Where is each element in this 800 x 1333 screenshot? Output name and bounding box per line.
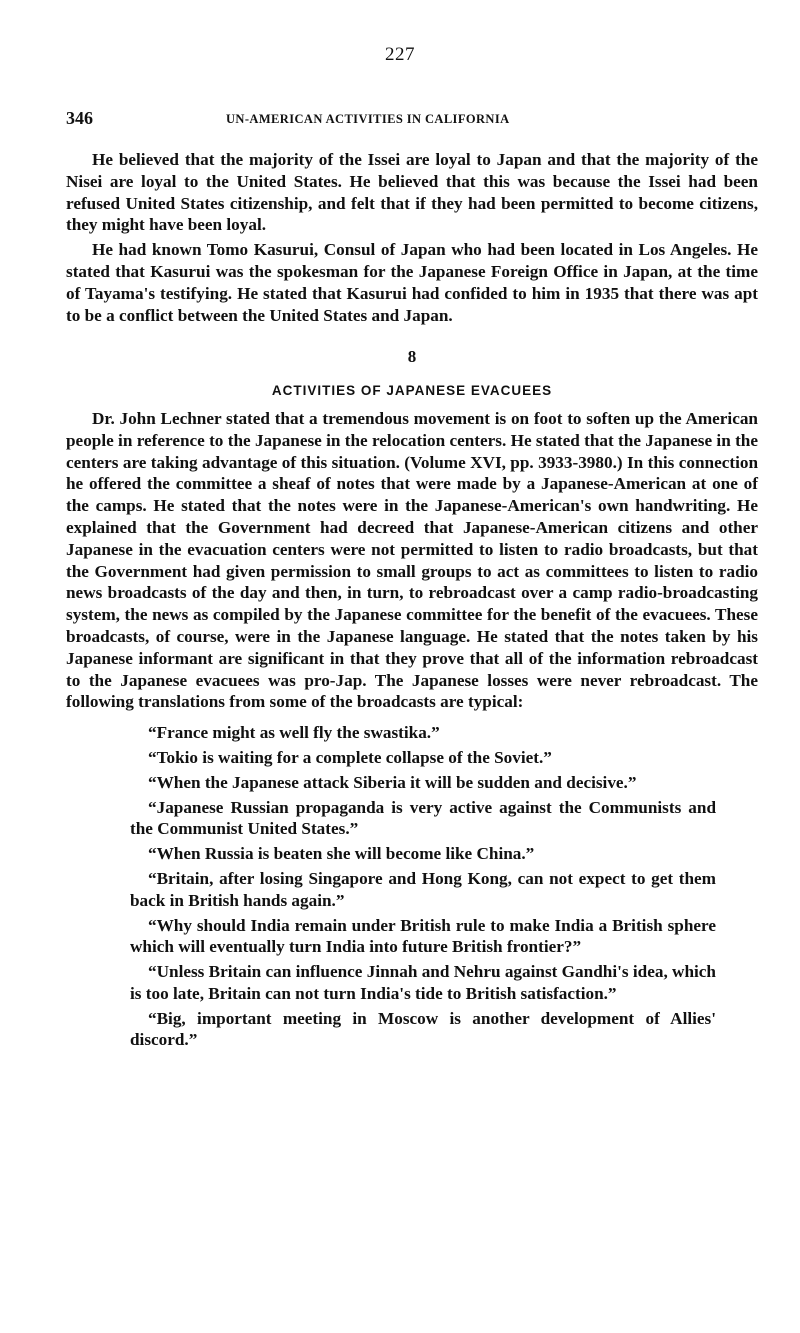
section-number: 8: [407, 347, 417, 367]
paragraph-kasurui: He had known Tomo Kasurui, Consul of Japan who had been located in Los Angeles. He stated that Kasurui was the spokesman for the Japanese Foreign Office in Japan, at the time of Tayama's testifying. He stated that Kasurui had confided to him in 1935 that there was apt to be a conflict between the United States and Japan.: [66, 240, 758, 325]
paragraph-issei-nisei: He believed that the majority of the Issei are loyal to Japan and that the majority of the Nisei are loyal to the United States. He believed that this was because the Issei had been refused United States citizenship, and felt that if they had been permitted to become citizens, they might have been loyal.: [66, 150, 758, 235]
page-body: [66, 149, 758, 1054]
quote-item: “Britain, after losing Singapore and Hong Kong, can not expect to get them back in British hands again.”: [130, 868, 716, 910]
quote-item: “Big, important meeting in Moscow is another development of Allies' discord.”: [130, 1008, 716, 1050]
section-title: ACTIVITIES OF JAPANESE EVACUEES: [271, 383, 553, 399]
running-head: [66, 108, 766, 132]
folio-number: 346: [66, 108, 93, 128]
running-head-title: UN-AMERICAN ACTIVITIES IN CALIFORNIA: [226, 112, 510, 126]
page-number: 227: [385, 44, 415, 65]
quote-item: “Japanese Russian propaganda is very active against the Communists and the Communist United States.”: [130, 797, 716, 839]
quote-item: “Tokio is waiting for a complete collapse of the Soviet.”: [148, 747, 552, 767]
paragraph-lechner: Dr. John Lechner stated that a tremendous movement is on foot to soften up the American people in reference to the Japanese in the relocation centers. He stated that the Japanese in the centers are taking advantage of this situation. (Volume XVI, pp. 3933-3980.) In this connection he offered the committee a sheaf of notes that were made by a Japanese-American at one of the camps. He stated that the notes were in the Japanese-American's own handwriting. He explained that the Government had decreed that Japanese-American citizens and other Japanese in the evacuation centers were not permitted to listen to radio broadcasts, but that the Government had given permission to small groups to act as committees to listen to radio news broadcasts of the day and then, in turn, to rebroadcast over a camp radio-broadcasting system, the news as compiled by the Japanese committee for the benefit of the evacuees. These broadcasts, of course, were in the Japanese language. He stated that the notes taken by his Japanese informant are significant in that they prove that all of the information rebroadcast to the Japanese evacuees was pro-Jap. The Japanese losses were never rebroadcast. The following translations from some of the broadcasts are typical:: [66, 408, 758, 712]
quote-item: “Why should India remain under British rule to make India a British sphere which will eventually turn India into future British frontier?”: [130, 915, 716, 957]
quote-item: “When the Japanese attack Siberia it will be sudden and decisive.”: [148, 772, 637, 792]
quote-item: “France might as well fly the swastika.”: [148, 723, 440, 743]
quote-item: “Unless Britain can influence Jinnah and Nehru against Gandhi's idea, which is too late, Britain can not turn India's tide to British satisfaction.”: [130, 962, 716, 1003]
quote-item: “When Russia is beaten she will become like China.”: [148, 844, 535, 864]
broadcast-quotes: [66, 722, 758, 1051]
